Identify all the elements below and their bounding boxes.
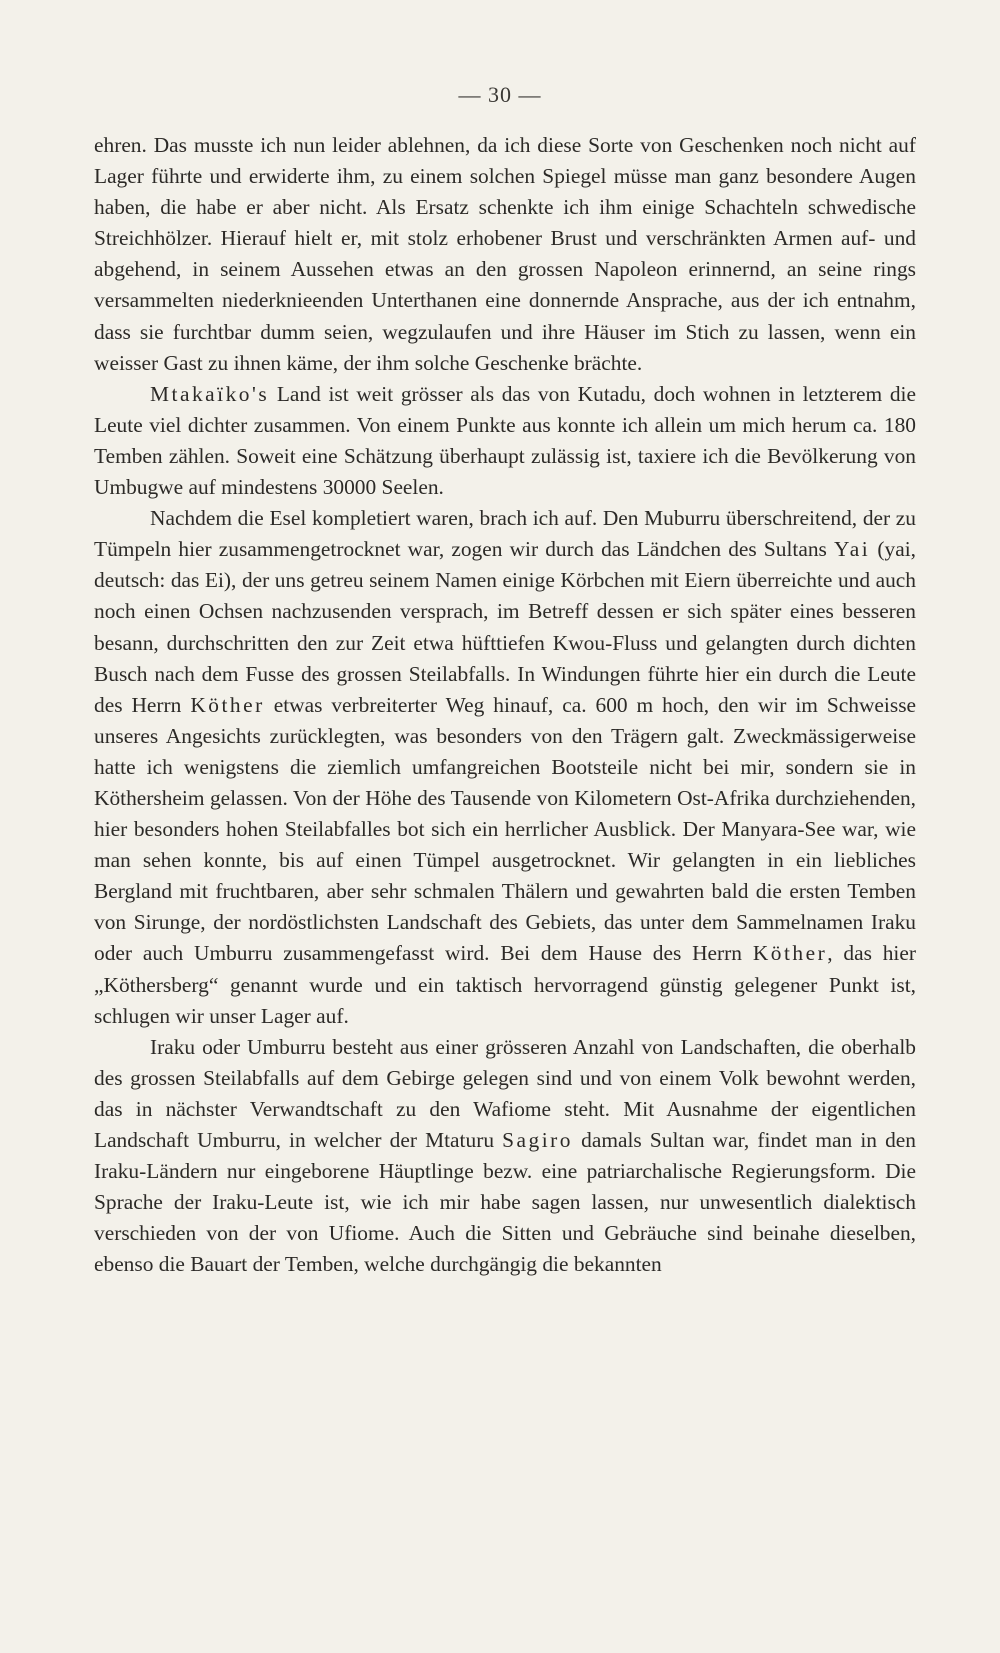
paragraph-text: Land ist weit grösser als das von Kutadu, doch wohnen in letzterem die Leute viel dichter zusammen. Von einem Punkte aus konnte ich allein um mich herum ca. 180 Temben zählen. Soweit eine Schätzung überhaupt zulässig ist, taxiere ich die Bevölkerung von Umbugwe auf mindestens 30000 Seelen. xyxy=(94,381,916,500)
body-text xyxy=(94,130,916,1280)
paragraph-text: damals Sultan war, findet man in den Iraku-Ländern nur eingeborene Häuptlinge bezw. eine patriarchalische Regierungsform. Die Sprache der Iraku-Leute ist, wie ich mir habe sagen lassen, nur unwesentlich dialektisch verschieden von der von Ufiome. Auch die Sitten und Gebräuche sind beinahe dieselben, ebenso die Bauart der Temben, welche durchgängig die bekannten xyxy=(94,1128,917,1277)
spaced-name: Sagiro xyxy=(502,1128,574,1152)
spaced-name: Mtakaïko's xyxy=(150,381,270,406)
paragraph-text: Nachdem die Esel kompletiert waren, brach ich auf. Den Muburru überschreitend, der zu Tümpeln hier zusammengetrocknet war, zogen wir durch das Ländchen des Sultans xyxy=(94,506,916,562)
paragraph-text: (yai, deutsch: das Ei), der uns getreu seinem Namen einige Körbchen mit Eiern überreichte und auch noch einen Ochsen nachzusenden versprach, im Betreff dessen er sich später eines besseren besann, durchschritten den zur Zeit etwa hüfttiefen Kwou-Fluss und gelangten durch dichten Busch nach dem Fusse des grossen Steilabfalls. In Windungen führte hier ein durch die Leute des Herrn xyxy=(94,537,916,717)
spaced-name: Köther xyxy=(752,941,828,966)
paragraph-text: ehren. Das musste ich nun leider ablehnen, da ich diese Sorte von Geschenken noch nicht auf Lager führte und erwiderte ihm, zu einem solchen Spiegel müsse man ganz besondere Augen haben, die habe er aber nicht. Als Ersatz schenkte ich ihm einige Schachteln schwedische Streichhölzer. Hierauf hielt er, mit stolz erhobener Brust und verschränkten Armen auf- und abgehend, in seinem Aussehen etwas an den grossen Napoleon erinnernd, an seine rings versammelten niederknieenden Unterthanen eine donnernde Ansprache, aus der ich entnahm, dass sie furchtbar dumm seien, wegzulaufen und ihre Häuser im Stich zu lassen, wenn ein weisser Gast zu ihnen käme, der ihm solche Geschenke brächte. xyxy=(94,133,916,375)
paragraph xyxy=(94,1032,916,1281)
paragraph-text: Iraku oder Umburru besteht aus einer grösseren Anzahl von Landschaften, die oberhalb des grossen Steilabfalls auf dem Gebirge gelegen sind und von einem Volk bewohnt werden, das in nächster Verwandtschaft zu den Wafiome steht. Mit Ausnahme der eigentlichen Landschaft Umburru, in welcher der Mtaturu xyxy=(94,1034,916,1152)
paragraph xyxy=(94,379,916,503)
paragraph-text: etwas verbreiterter Weg hinauf, ca. 600 m hoch, den wir im Schweisse unseres Angesichts zurücklegten, was besonders von den Trägern galt. Zweckmässigerweise hatte ich wenigstens die ziemlich umfangreichen Bootsteile nicht bei mir, sondern sie in Köthersheim gelassen. Von der Höhe des Tausende von Kilometern Ost-Afrika durchziehenden, hier besonders hohen Steilabfalles bot sich ein herrlicher Ausblick. Der Manyara-See war, wie man sehen konnte, bis auf einen Tümpel ausgetrocknet. Wir gelangten in ein liebliches Bergland mit fruchtbaren, aber sehr schmalen Thälern und gewahrten bald die ersten Temben von Sirunge, der nordöstlichsten Landschaft des Gebiets, das unter dem Sammelnamen Iraku oder auch Umburru zusammengefasst wird. Bei dem Hause des Herrn xyxy=(94,692,917,966)
spaced-name: Köther xyxy=(190,692,265,717)
spaced-name: Yai xyxy=(834,537,871,562)
page-number: — 30 — xyxy=(458,82,542,107)
paragraph-text: , das hier „Köthersberg“ genannt wurde und ein taktisch hervorragend günstig gelegener Punkt ist, schlugen wir unser Lager auf. xyxy=(94,941,916,1028)
paragraph xyxy=(94,503,916,1032)
paragraph xyxy=(94,130,916,379)
